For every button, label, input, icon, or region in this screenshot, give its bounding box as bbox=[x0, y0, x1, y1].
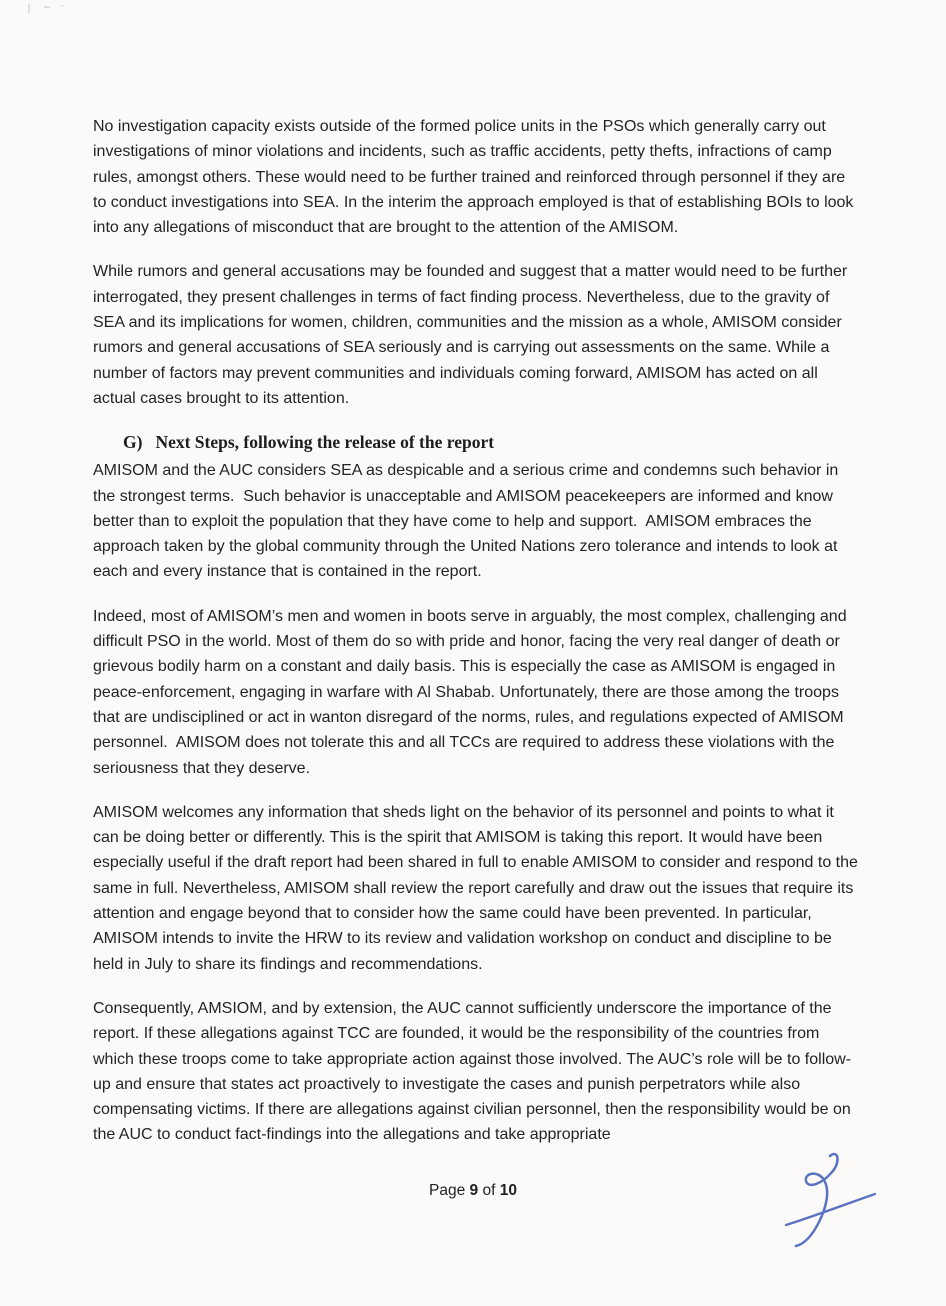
paragraph-consequently-auc: Consequently, AMSIOM, and by extension, the AUC cannot sufficiently underscore the importance of the report. If these allegations against TCC are founded, it would be the responsibility of the countries from which these troops come to take appropriate action against those involved. The AUC’s role will be to follow-up and ensure that states act proactively to investigate the cases and punish perpetrators while also compensating victims. If there are allegations against civilian personnel, then the responsibility would be on the AUC to conduct fact-findings into the allegations and take appropriate bbox=[93, 999, 856, 1144]
handwritten-signature bbox=[778, 1146, 880, 1252]
scan-artifact bbox=[44, 6, 50, 8]
signature-main-stroke bbox=[796, 1154, 838, 1246]
paragraph-amisom-auc-condemns: AMISOM and the AUC considers SEA as despicable and a serious crime and condemns such behavior in the strongest terms. Such behavior is unacceptable and AMISOM peacekeepers are informed and know better than to exploit the population that they have come to help and support. AMISOM embraces the approach taken by the global community through the United Nations zero tolerance and intends to look at each and every instance that is contained in the report. bbox=[93, 462, 843, 581]
signature-cross-stroke bbox=[786, 1194, 875, 1225]
paragraph-men-women-in-boots: Indeed, most of AMISOM’s men and women in boots serve in arguably, the most complex, challenging and difficult PSO in the world. Most of them do so with pride and honor, facing the very real danger of death or grievous bodily harm on a constant and daily basis. This is especially the case as AMISOM is engaged in peace-enforcement, engaging in warfare with Al Shabab. Unfortunately, there are those among the troops that are undisciplined or act in wanton disregard of the norms, rules, and regulations expected of AMISOM personnel. AMISOM does not tolerate this and all TCCs are required to address these violations with the seriousness that they deserve. bbox=[93, 607, 852, 777]
scan-artifact bbox=[60, 5, 64, 7]
section-heading-text: Next Steps, following the release of the report bbox=[155, 432, 495, 453]
scan-artifact bbox=[28, 4, 30, 13]
section-heading-label: G) bbox=[123, 432, 143, 453]
paragraph-welcomes-information: AMISOM welcomes any information that sheds light on the behavior of its personnel and points to what it can be doing better or differently. This is the spirit that AMISOM is taking this report. It would have been especially useful if the draft report had been shared in full to enable AMISOM to consider and respond to the same in full. Nevertheless, AMISOM shall review the report carefully and draw out the issues that require its attention and engage beyond that to consider how the same could have been prevented. In particular, AMISOM intends to invite the HRW to its review and validation workshop on conduct and discipline to be held in July to share its findings and recommendations. bbox=[93, 803, 863, 973]
paragraph-rumors-accusations: While rumors and general accusations may be founded and suggest that a matter would need to be further interrogated, they present challenges in terms of fact finding process. Nevertheless, due to the gravity of SEA and its implications for women, children, communities and the mission as a whole, AMISOM consider rumors and general accusations of SEA seriously and is carrying out assessments on the same. While a number of factors may prevent communities and individuals coming forward, AMISOM has acted on all actual cases brought to its attention. bbox=[93, 263, 852, 407]
document-body bbox=[93, 114, 863, 1167]
section-heading-next-steps bbox=[123, 430, 859, 455]
footer-of-label: of bbox=[478, 1182, 500, 1199]
paragraph-investigation-capacity: No investigation capacity exists outside of the formed police units in the PSOs which generally carry out investigations of minor violations and incidents, such as traffic accidents, petty thefts, infractions of camp rules, amongst others. These would need to be further trained and reinforced through personnel if they are to conduct investigations into SEA. In the interim the approach employed is that of establishing BOIs to look into any allegations of misconduct that are brought to the attention of the AMISOM. bbox=[93, 118, 858, 237]
footer-page-label: Page bbox=[429, 1182, 470, 1199]
footer-total-pages: 10 bbox=[499, 1182, 517, 1199]
footer-page-number: 9 bbox=[469, 1182, 479, 1199]
